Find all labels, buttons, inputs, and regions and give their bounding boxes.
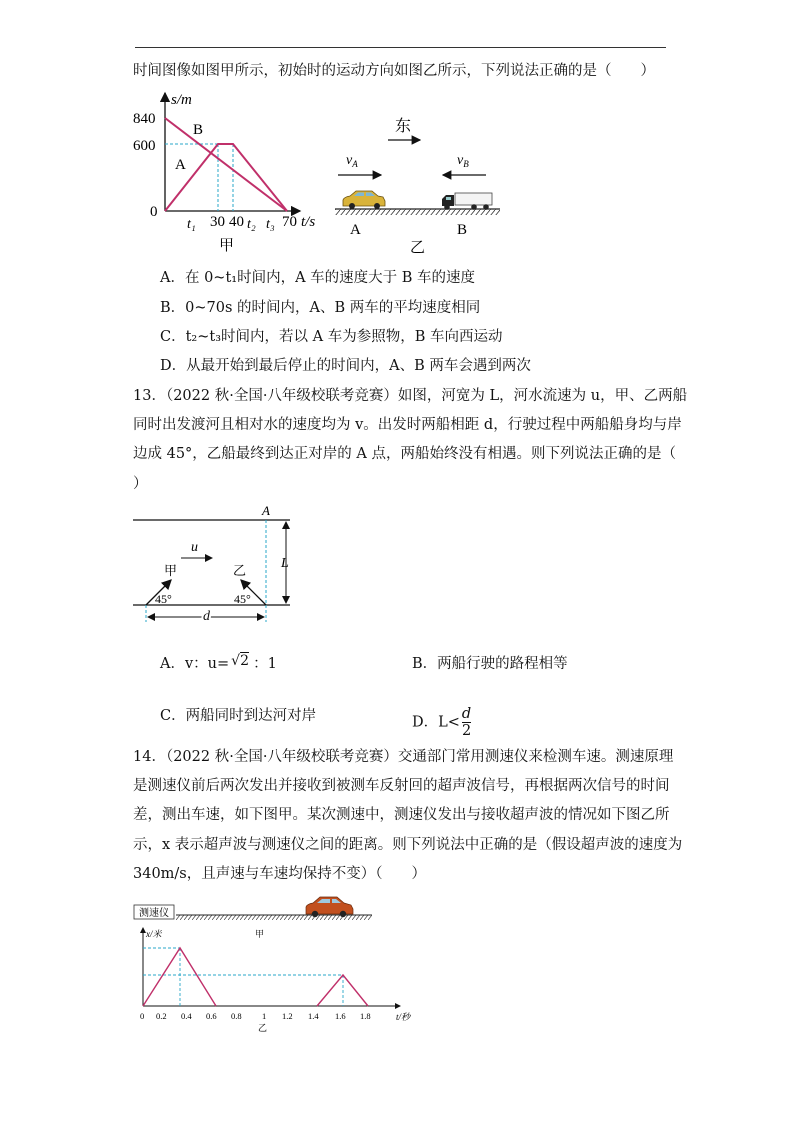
xtick-70: 70 [282,214,297,230]
y-axis-label-14: x/米 [146,929,162,939]
vB-label: $v_B$ [457,153,469,169]
flow-label: u [191,540,198,555]
q13-option-a-prefix: A．v：u= [160,656,230,672]
q13-stem-line-3: 边成 45°，乙船最终到达正对岸的 A 点，两船始终没有相遇。则下列说法正确的是（ [133,446,676,462]
xtick-t3: t₃ [266,217,275,232]
label-A: A [175,157,186,173]
q14-stem-line-5: 340m/s，且声速与车速均保持不变）（ ） [133,866,427,882]
xtick-1.2: 1.2 [282,1011,293,1021]
x-axis-label-14: t/秒 [396,1012,411,1022]
distance-label: d [203,609,210,624]
xtick-t1: t₁ [187,217,196,232]
q13-option-b: B．两船行驶的路程相等 [412,656,568,672]
ytick-600: 600 [133,138,156,154]
q13-option-c: C．两船同时到达河对岸 [160,708,317,724]
q13-option-d-prefix: D．L< [412,714,460,731]
pulse-1 [143,948,216,1006]
xtick-30: 30 [210,214,225,230]
q13-option-a-suffix: ：1 [253,656,277,672]
angle-yi-label: 45° [234,592,251,606]
car-A-label: A [350,222,361,238]
width-label: L [281,556,289,571]
q14-stem-line-2: 是测速仪前后两次发出并接收到被测车反射回的超声波信号，再根据两次信号的时间 [133,778,670,794]
east-label: 东 [395,118,412,135]
xtick-0: 0 [140,1011,145,1021]
q12-option-d: D．从最开始到最后停止的时间内，A、B 两车会遇到两次 [160,358,531,374]
caption-yi: 乙 [410,240,426,256]
q12-option-b: B．0~70s 的时间内，A、B 两车的平均速度相同 [160,300,481,316]
xtick-1.6: 1.6 [335,1011,346,1021]
fraction-denominator: 2 [461,723,472,739]
car-icon [306,897,353,917]
xtick-t2: t₂ [247,217,256,232]
q14-stem-line-1: 14．（2022 秋·全国·八年级校联考竞赛）交通部门常用测速仪来检测车速。测速原理 [133,749,674,765]
caption-jia: 甲 [219,238,235,254]
xtick-0.6: 0.6 [206,1011,217,1021]
q14-stem-line-4: 示，x 表示超声波与测速仪之间的距离。则下列说法中正确的是（假设超声波的速度为 [133,837,683,853]
xtick-0.8: 0.8 [231,1011,242,1021]
x-axis-label: t/s [301,214,316,230]
ytick-0: 0 [150,204,158,220]
xtick-1: 1 [262,1011,267,1021]
xtick-1.8: 1.8 [360,1011,371,1021]
q14-stem-line-3: 差，测出车速，如下图甲。某次测速中，测速仪发出与接收超声波的情况如下图乙所 [133,807,670,823]
angle-jia-label: 45° [155,592,172,606]
caption-yi-14: 乙 [258,1023,268,1033]
q13-option-a: A．v：u= √2 ：1 [160,653,277,672]
q12-option-c: C．t₂~t₃时间内，若以 A 车为参照物，B 车向西运动 [160,329,503,345]
q12-option-a: A．在 0~t₁时间内，A 车的速度大于 B 车的速度 [160,270,476,286]
xtick-0.4: 0.4 [181,1011,192,1021]
q13-stem-line-2: 同时出发渡河且相对水的速度均为 v。出发时两船相距 d，行驶过程中两船船身均与岸 [133,417,682,433]
xtick-40: 40 [229,214,244,230]
device-label: 测速仪 [139,908,169,919]
y-axis-label: s/m [171,92,192,108]
q12-stem: 时间图像如图甲所示，初始时的运动方向如图乙所示，下列说法正确的是（ ） [133,63,655,79]
truck-B-label: B [457,222,468,238]
sqrt-value: 2 [240,653,249,669]
boat-jia-label: 甲 [164,563,178,578]
boat-yi-label: 乙 [233,563,247,578]
q13-stem-line-4: ） [133,476,148,492]
fraction-numerator: d [461,706,472,722]
pulse-2 [317,975,368,1006]
vA-label: $v_A$ [346,153,358,169]
ytick-840: 840 [133,111,156,127]
point-A-label: A [262,503,270,518]
q13-stem-line-1: 13．（2022 秋·全国·八年级校联考竞赛）如图，河宽为 L，河水流速为 u，甲、乙两船 [133,388,688,404]
caption-jia-14: 甲 [255,929,265,939]
xtick-1.4: 1.4 [308,1011,319,1021]
label-B: B [193,122,204,138]
xtick-0.2: 0.2 [156,1011,167,1021]
